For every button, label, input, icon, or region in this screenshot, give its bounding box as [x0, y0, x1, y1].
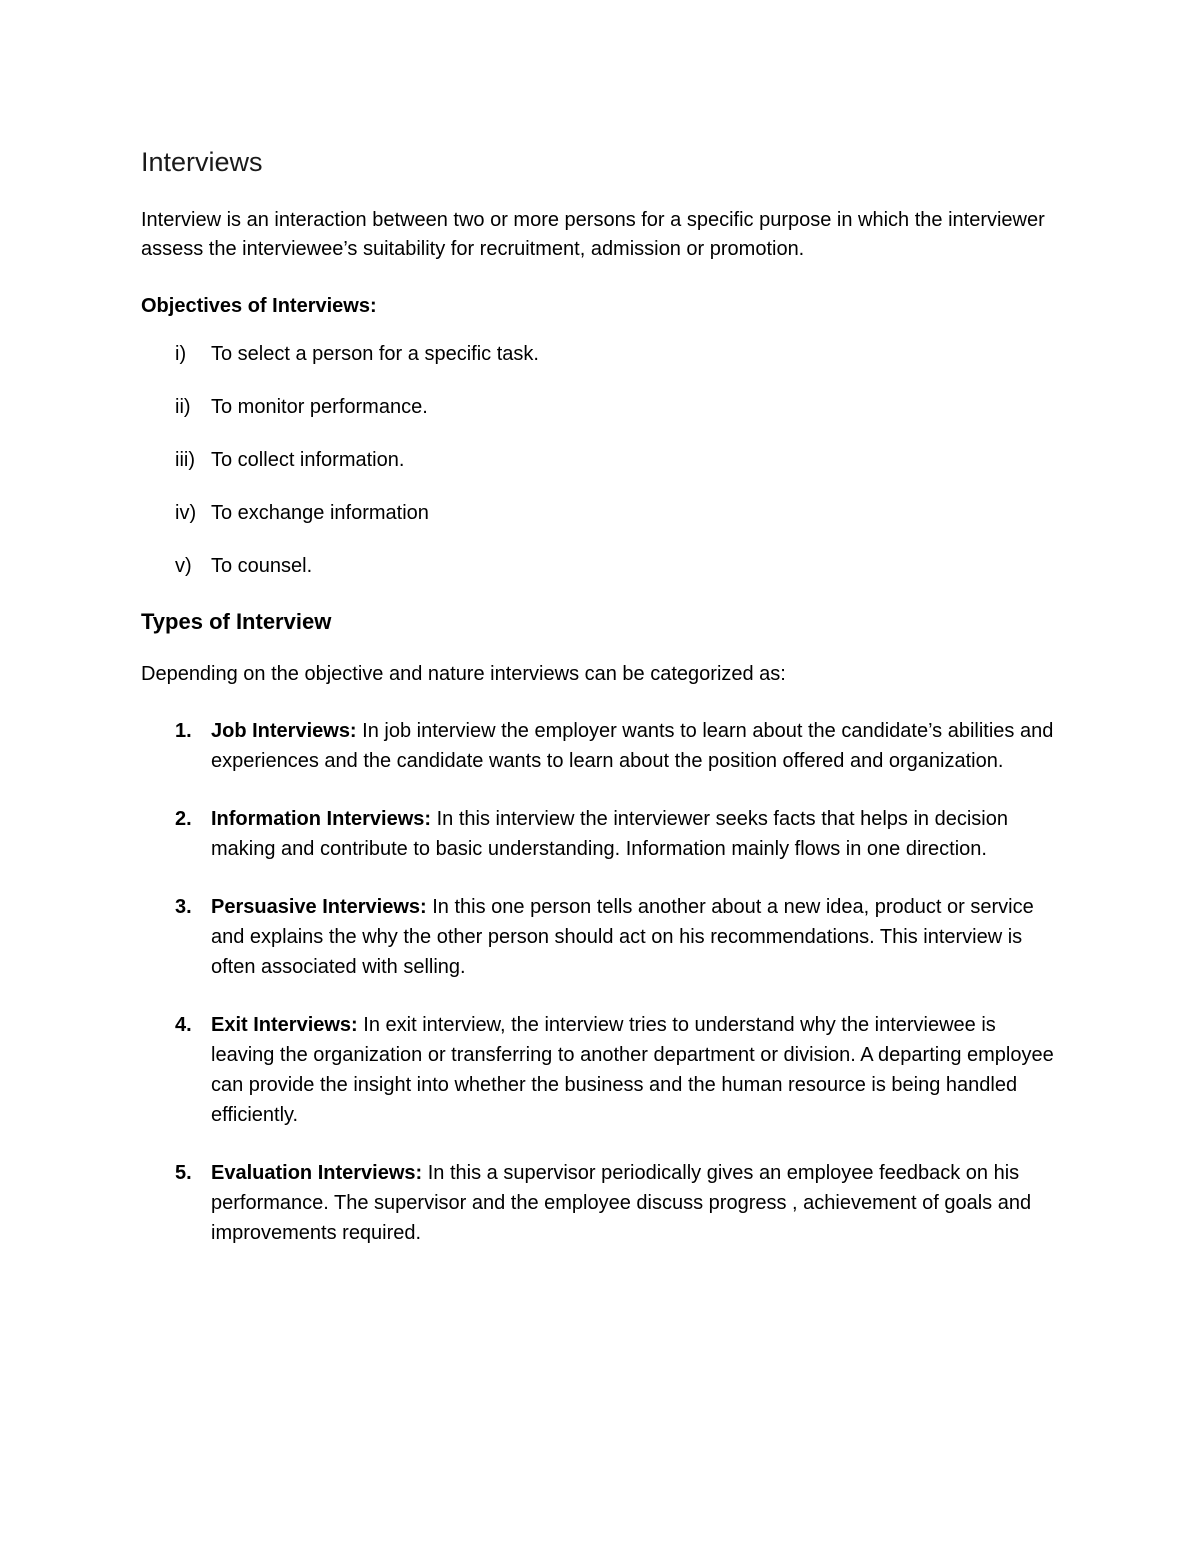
- type-description: In job interview the employer wants to learn about the candidate’s abilities and experiences and the candidate wants to learn about the position offered and organization.: [211, 720, 1054, 772]
- list-item-text: To collect information.: [211, 449, 405, 471]
- list-item: [141, 804, 1061, 864]
- list-marker: ii): [175, 396, 191, 418]
- list-item: [141, 1010, 1061, 1130]
- list-item: [141, 892, 1061, 982]
- type-term: Persuasive Interviews:: [211, 896, 427, 918]
- list-marker: 3.: [175, 896, 192, 918]
- list-marker: 4.: [175, 1014, 192, 1036]
- page-title: Interviews: [141, 147, 263, 177]
- type-description: In this a supervisor periodically gives an employee feedback on his performance. The supervisor and the employee discuss progress , achievement of goals and improvements required.: [211, 1162, 1032, 1244]
- list-marker: iv): [175, 502, 197, 524]
- list-marker: 2.: [175, 808, 192, 830]
- list-item-text: To exchange information: [211, 502, 429, 524]
- types-heading: Types of Interview: [141, 609, 332, 634]
- type-description: In this interview the interviewer seeks facts that helps in decision making and contribute to basic understanding. Information mainly flows in one direction.: [211, 808, 1008, 860]
- interview-types-list: [141, 716, 1061, 1248]
- list-item-text: To select a person for a specific task.: [211, 343, 539, 365]
- type-term: Information Interviews:: [211, 808, 432, 830]
- list-item: [141, 552, 1061, 580]
- list-item-text: To counsel.: [211, 555, 313, 577]
- list-item: [141, 499, 1061, 527]
- type-term: Exit Interviews:: [211, 1014, 358, 1036]
- type-description: In this one person tells another about a new idea, product or service and explains the why the other person should act on his recommendations. This interview is often associated with selling.: [211, 896, 1034, 978]
- list-marker: 5.: [175, 1162, 192, 1184]
- type-term: Job Interviews:: [211, 720, 357, 742]
- objectives-heading: Objectives of Interviews:: [141, 295, 377, 317]
- list-marker: v): [175, 555, 192, 577]
- document-body: [141, 140, 1061, 1276]
- list-item: [141, 340, 1061, 368]
- type-description: In exit interview, the interview tries to understand why the interviewee is leaving the organization or transferring to another department or division. A departing employee can provide the insight into whether the business and the human resource is being handled efficiently.: [211, 1014, 1054, 1126]
- types-intro-paragraph: Depending on the objective and nature interviews can be categorized as:: [141, 663, 786, 685]
- list-item: [141, 393, 1061, 421]
- list-marker: i): [175, 343, 187, 365]
- objectives-list: [141, 340, 1061, 580]
- list-marker: iii): [175, 449, 195, 471]
- list-item-text: To monitor performance.: [211, 396, 428, 418]
- type-term: Evaluation Interviews:: [211, 1162, 423, 1184]
- list-item: [141, 1158, 1061, 1248]
- intro-paragraph: Interview is an interaction between two or more persons for a specific purpose in which the interviewer assess the interviewee’s suitability for recruitment, admission or promotion.: [141, 209, 1045, 260]
- list-marker: 1.: [175, 720, 192, 742]
- list-item: [141, 446, 1061, 474]
- list-item: [141, 716, 1061, 776]
